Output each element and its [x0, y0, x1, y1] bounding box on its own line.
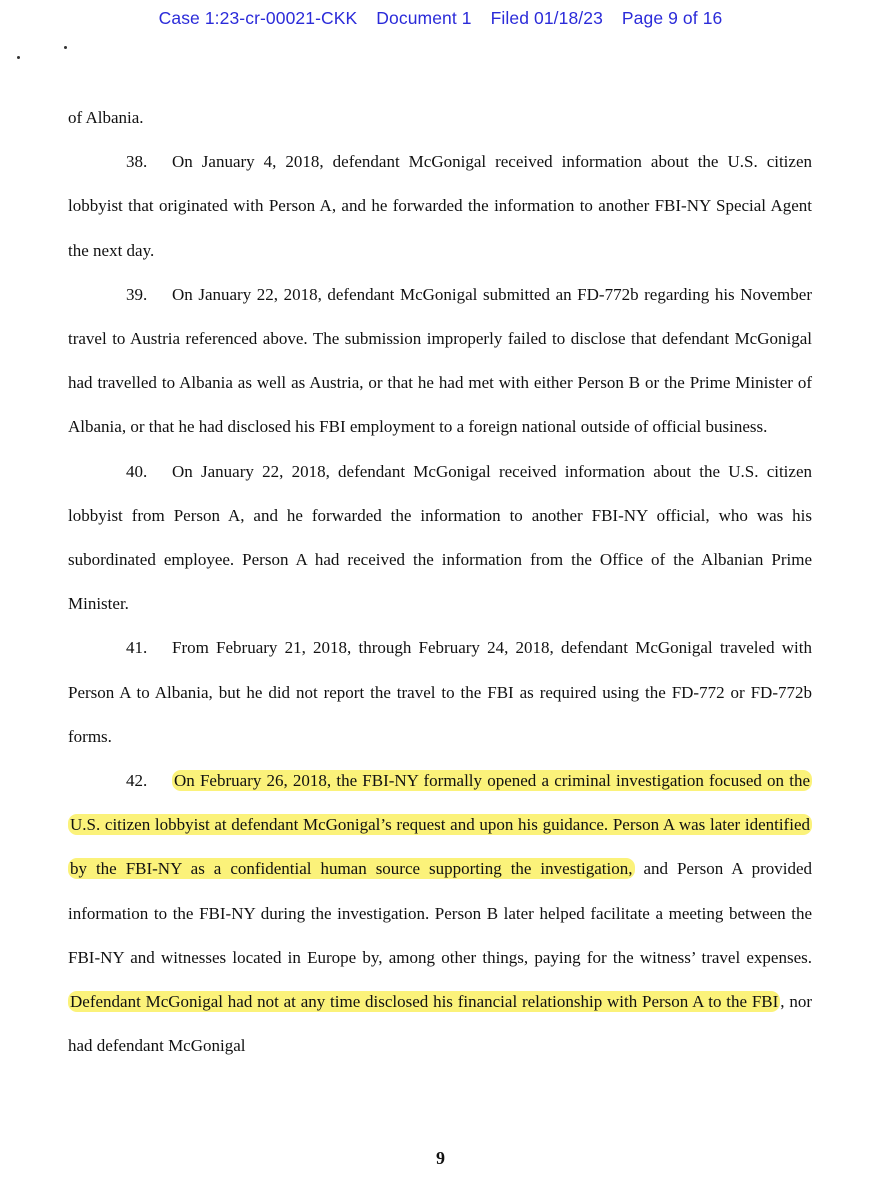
- highlighted-text: On February 26, 2018, the FBI-NY formally opened a criminal investigation focused on the U.S. citizen lobbyist at defendant McGonigal’s request and upon his guidance. Person A was later identified by the FBI-NY as a confidential human source supporting the investigation,: [70, 771, 810, 879]
- paragraph-text: On January 22, 2018, defendant McGonigal submitted an FD-772b regarding his November travel to Austria referenced above. The submission improperly failed to disclose that defendant McGonigal had travelled to Albania as well as Austria, or that he had met with either Person B or the Prime Minister of Albania, or that he had disclosed his FBI employment to a foreign national outside of official business.: [68, 284, 812, 437]
- paragraph-number: 38.: [126, 152, 148, 172]
- numbered-paragraphs: [68, 140, 812, 1068]
- paragraph-text: On January 22, 2018, defendant McGonigal received information about the U.S. citizen lobbyist from Person A, and he forwarded the information to another FBI-NY official, who was his subordinated employee. Person A had received the information from the Office of the Albanian Prime Minister.: [68, 461, 812, 614]
- scan-speck: [64, 46, 67, 49]
- paragraph-text: and Person A provided information to the FBI-NY during the investigation. Person B later helped facilitate a meeting between the FBI-NY and witnesses located in Europe by, among other things, paying for the witness’ travel expenses.: [68, 859, 813, 967]
- paragraph: [68, 450, 812, 627]
- scan-speck: [17, 56, 20, 59]
- paragraph-number: 40.: [126, 461, 148, 481]
- paragraph-number: 41.: [126, 638, 148, 658]
- continuation-text: of Albania.: [68, 108, 144, 127]
- paragraph-number: 39.: [126, 284, 148, 304]
- document-number: Document 1: [376, 8, 472, 28]
- paragraph: [68, 759, 812, 1068]
- page-number: 9: [436, 1148, 445, 1168]
- paragraph-text: From February 21, 2018, through February 24, 2018, defendant McGonigal traveled with Person A to Albania, but he did not report the travel to the FBI as required using the FD-772 or FD-772b forms.: [68, 638, 812, 746]
- page-of-pages: Page 9 of 16: [621, 8, 723, 28]
- paragraph-text: , nor had defendant McGonigal: [68, 992, 812, 1056]
- paragraph: [68, 273, 812, 450]
- case-number: Case 1:23-cr-00021-CKK: [158, 8, 358, 28]
- ecf-header: [0, 8, 881, 29]
- highlighted-text: Defendant McGonigal had not at any time disclosed his financial relationship with Person A to the FBI: [70, 992, 779, 1012]
- filed-date: Filed 01/18/23: [490, 8, 603, 28]
- paragraph: [68, 140, 812, 273]
- paragraph-number: 42.: [126, 771, 148, 791]
- paragraph-text: On January 4, 2018, defendant McGonigal received information about the U.S. citizen lobbyist that originated with Person A, and he forwarded the information to another FBI-NY Special Agent the next day.: [68, 152, 812, 260]
- document-body: [68, 96, 812, 1068]
- paragraph: [68, 626, 812, 759]
